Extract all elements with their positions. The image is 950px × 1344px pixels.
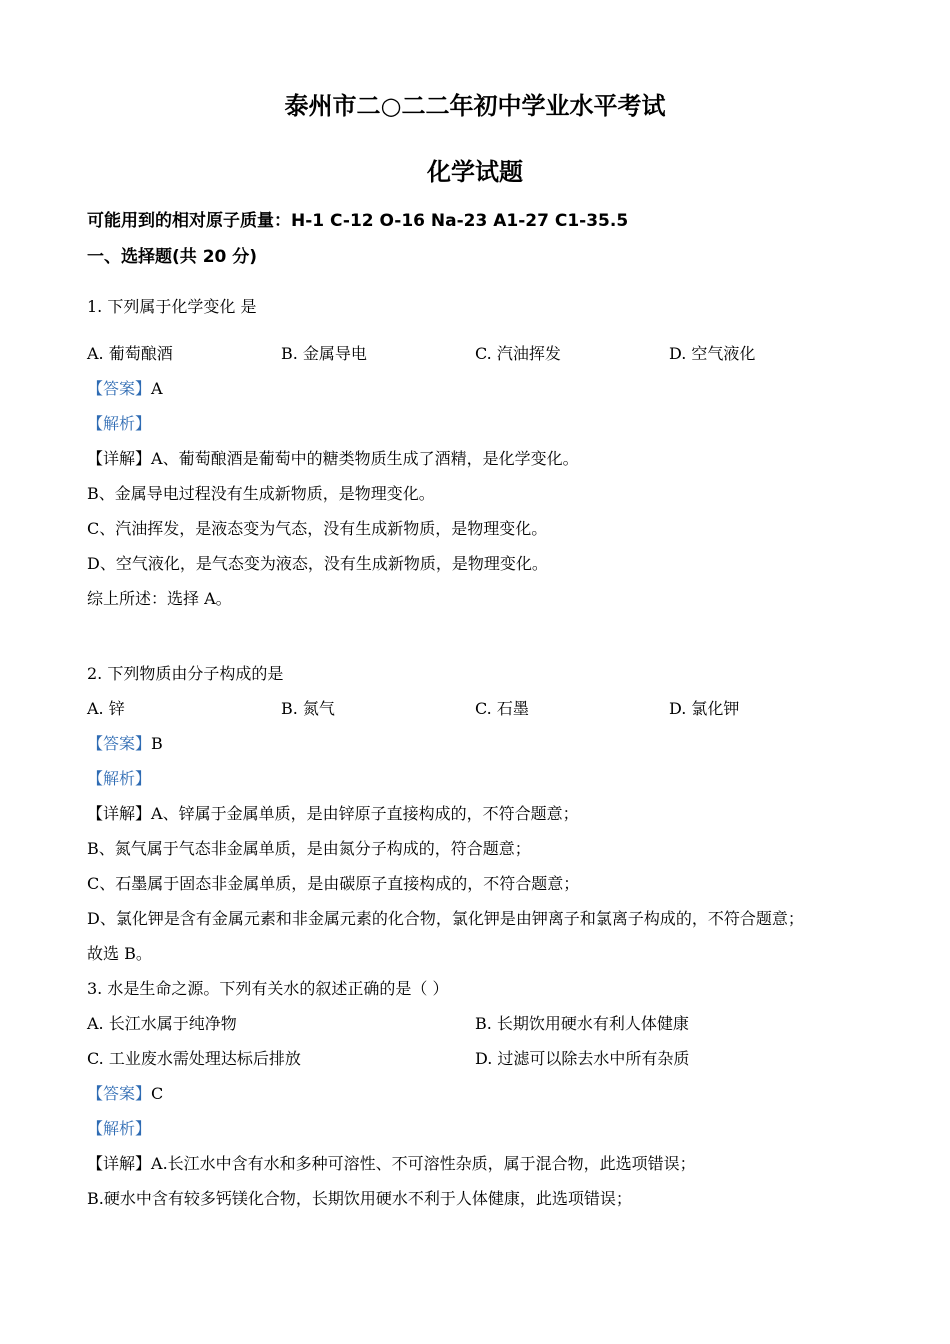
q2-explanation-b: B、氮气属于气态非金属单质，是由氮分子构成的，符合题意； [87,839,531,858]
q1-detail-line [87,448,579,470]
analysis-label: 【解析】 [87,769,152,788]
q1-option-b: B. 金属导电 [281,344,367,363]
question-1-stem: 1. 下列属于化学变化 是 [87,297,257,316]
q1-explanation-c: C、汽油挥发，是液态变为气态，没有生成新物质，是物理变化。 [87,519,548,538]
q3-detail: A.长江水中含有水和多种可溶性、不可溶性杂质，属于混合物，此选项错误； [151,1154,696,1173]
q1-conclusion: 综上所述：选择 A。 [87,589,232,608]
answer-label: 【答案】 [87,734,152,753]
analysis-label: 【解析】 [87,414,152,433]
section-heading: 一、选择题(共 20 分) [87,247,258,267]
q1-option-d: D. 空气液化 [669,344,756,363]
q1-option-a: A. 葡萄酿酒 [87,344,173,363]
q3-option-a: A. 长江水属于纯净物 [87,1014,237,1033]
q2-option-a: A. 锌 [87,699,125,718]
q2-detail: A、锌属于金属单质，是由锌原子直接构成的，不符合题意； [151,804,579,823]
q2-option-c: C. 石墨 [475,699,529,718]
answer-label: 【答案】 [87,379,152,398]
detail-label: 【详解】 [87,449,152,468]
q2-analysis-line [87,768,151,790]
q1-analysis-line [87,413,151,435]
analysis-label: 【解析】 [87,1119,152,1138]
exam-subtitle: 化学试题 [427,158,523,186]
q1-detail: A、葡萄酿酒是葡萄中的糖类物质生成了酒精，是化学变化。 [151,449,579,468]
q3-answer-line [87,1083,163,1105]
q2-explanation-c: C、石墨属于固态非金属单质，是由碳原子直接构成的，不符合题意； [87,874,580,893]
atomic-mass-line: 可能用到的相对原子质量：H-1 C-12 O-16 Na-23 A1-27 C1-35.5 [87,211,629,231]
q3-option-b: B. 长期饮用硬水有利人体健康 [475,1014,689,1033]
question-2-stem: 2. 下列物质由分子构成的是 [87,664,284,683]
q2-answer-line [87,733,163,755]
answer-label: 【答案】 [87,1084,152,1103]
exam-title: 泰州市二○二二年初中学业水平考试 [284,92,666,120]
q1-answer-line [87,378,163,400]
q3-explanation-b: B.硬水中含有较多钙镁化合物，长期饮用硬水不利于人体健康，此选项错误； [87,1189,632,1208]
q3-analysis-line [87,1118,151,1140]
q2-option-b: B. 氮气 [281,699,335,718]
q2-detail-line [87,803,579,825]
q2-answer: B [151,734,163,753]
q1-answer: A [151,379,163,398]
detail-label: 【详解】 [87,804,152,823]
q3-option-c: C. 工业废水需处理达标后排放 [87,1049,301,1068]
q2-option-d: D. 氯化钾 [669,699,740,718]
q2-explanation-d: D、氯化钾是含有金属元素和非金属元素的化合物，氯化钾是由钾离子和氯离子构成的，不符合题意； [87,909,804,928]
q1-explanation-b: B、金属导电过程没有生成新物质，是物理变化。 [87,484,435,503]
q3-answer: C [151,1084,164,1103]
detail-label: 【详解】 [87,1154,152,1173]
q1-option-c: C. 汽油挥发 [475,344,561,363]
q3-detail-line [87,1153,696,1175]
q1-explanation-d: D、空气液化，是气态变为液态，没有生成新物质，是物理变化。 [87,554,548,573]
q3-option-d: D. 过滤可以除去水中所有杂质 [475,1049,690,1068]
q2-conclusion: 故选 B。 [87,944,152,963]
question-3-stem: 3. 水是生命之源。下列有关水的叙述正确的是（ ） [87,979,449,998]
